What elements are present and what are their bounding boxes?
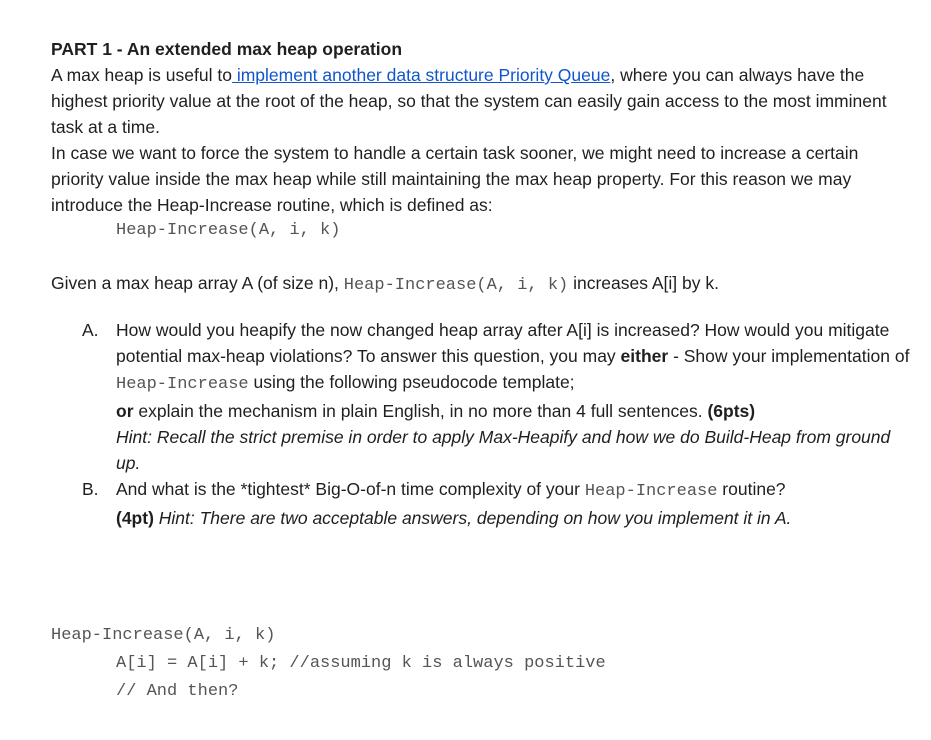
- question-b-text-2: routine?: [717, 479, 786, 499]
- question-a-either: either: [620, 346, 669, 366]
- given-code: Heap-Increase(A, i, k): [343, 276, 569, 295]
- question-a-hint: Hint: Recall the strict premise in order to apply Max-Heapify and how we do Build-Heap from ground up.: [116, 427, 891, 473]
- intro-text-after-link: , where you can always have the highest priority value at the root of the heap, so that the system can easily gain access to the most imminent task at a time.: [51, 65, 887, 137]
- pseudocode-line-1: Heap-Increase(A, i, k): [51, 626, 276, 645]
- question-list: [51, 317, 911, 531]
- question-a-points: (6pts): [707, 401, 756, 421]
- document-body: [51, 36, 911, 531]
- intro-paragraph-2: In case we want to force the system to handle a certain task sooner, we might need to increase a certain priority value inside the max heap while still maintaining the max heap property. For this reason we may introduce the Heap-Increase routine, which is defined as:: [51, 143, 859, 215]
- intro-paragraph-1: [51, 62, 911, 140]
- given-paragraph: [51, 270, 911, 299]
- question-a-or: or: [116, 401, 134, 421]
- question-a-code: Heap-Increase: [116, 375, 249, 394]
- signature-code: Heap-Increase(A, i, k): [116, 221, 341, 240]
- question-a-text-4: explain the mechanism in plain English, in no more than 4 full sentences.: [133, 401, 708, 421]
- question-b: [51, 476, 911, 531]
- pseudocode-line-3: // And then?: [116, 682, 239, 701]
- question-b-hint: Hint: There are two acceptable answers, depending on how you implement it in A.: [153, 508, 792, 528]
- given-text-end: increases A[i] by k.: [568, 273, 719, 293]
- question-a-text: How would you heapify the now changed heap array after A[i] is increased? How would you mitigate potential max-heap violations? To answer this question, you may: [116, 320, 890, 366]
- question-b-text: And what is the *tightest* Big-O-of-n time complexity of your: [116, 479, 585, 499]
- question-a-text-2: - Show your implementation of: [668, 346, 910, 366]
- question-b-points: (4pt): [116, 508, 154, 528]
- intro-text-before-link: A max heap is useful to: [51, 65, 232, 85]
- question-a: [51, 317, 911, 476]
- priority-queue-link[interactable]: implement another data structure Priority Queue: [231, 65, 611, 85]
- question-a-text-3: using the following pseudocode template;: [248, 372, 575, 392]
- given-text: Given a max heap array A (of size n),: [51, 273, 344, 293]
- pseudocode-block: [51, 622, 606, 706]
- part-title: PART 1 - An extended max heap operation: [51, 39, 403, 59]
- question-b-code: Heap-Increase: [584, 482, 718, 501]
- pseudocode-line-2: A[i] = A[i] + k; //assuming k is always positive: [116, 654, 606, 673]
- question-a-marker: A.: [82, 320, 99, 340]
- question-b-marker: B.: [82, 479, 99, 499]
